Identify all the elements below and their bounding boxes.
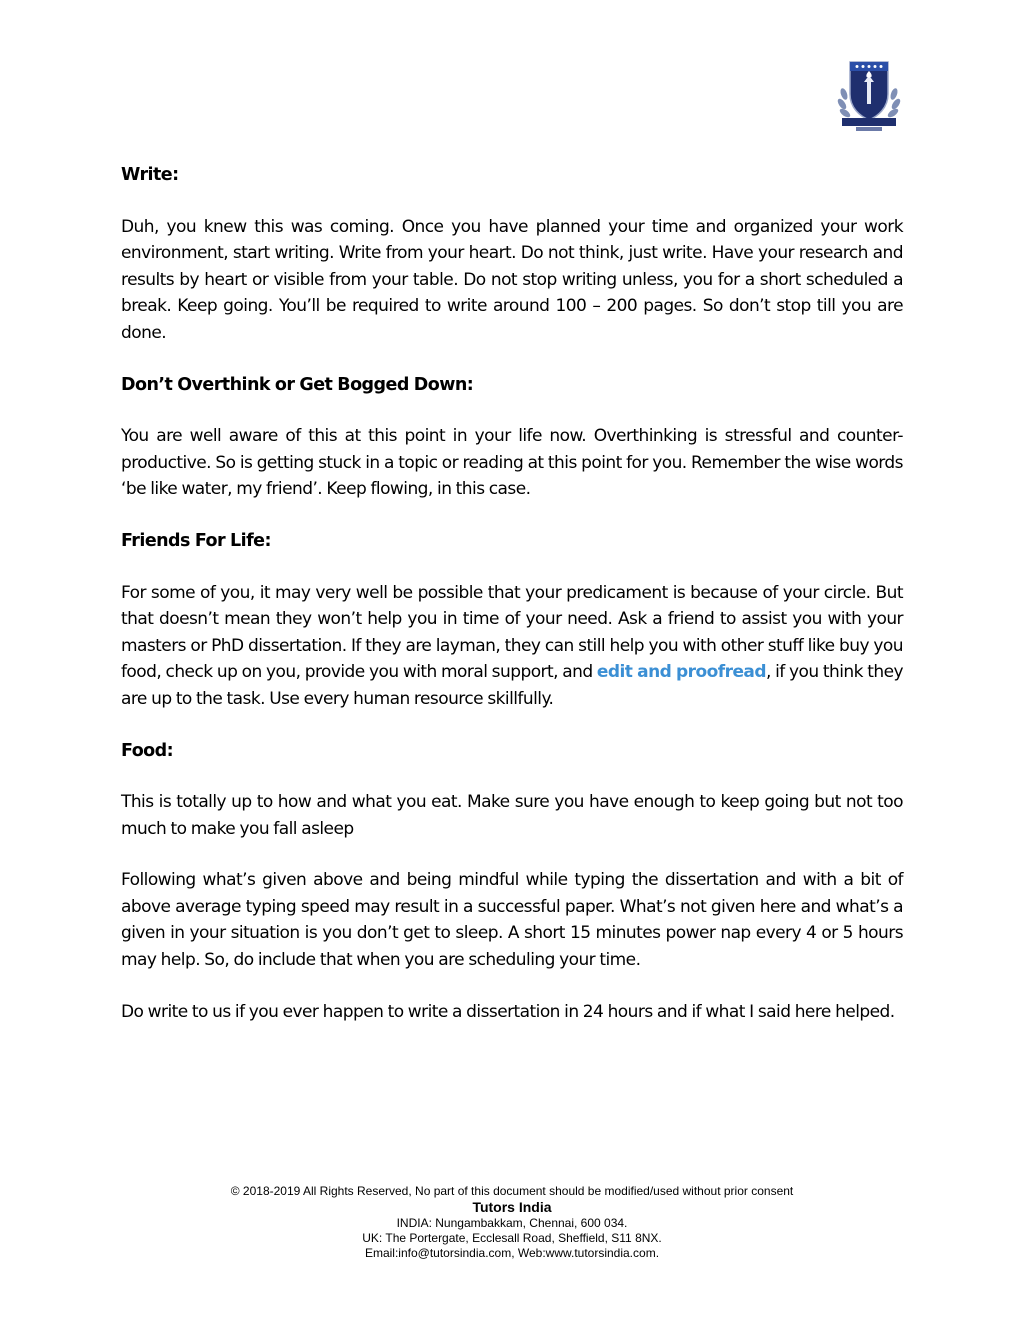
paragraph-friends-text: For some of you, it may very well be possible that your predicament is because of your circle. But that doesn’t mean they won’t help you in time of your need. Ask a friend to assist you with your masters or PhD dissertation. If they are layman, they can still help you with other stuff like buy you food, check up on you, provide you with moral support, and [121, 582, 903, 683]
crest-icon [836, 58, 902, 132]
paragraph-signoff: Do write to us if you ever happen to write a dissertation in 24 hours and if what I said here helped. [121, 1001, 895, 1022]
paragraph-closing: Following what’s given above and being mindful while typing the dissertation and with a bit of above average typing speed may result in a successful paper. What’s not given here and what’s a given in your situation is you don’t get to sleep. A short 15 minutes power nap every 4 or 5 hours may help. So, do include that when you are scheduling your time. [121, 870, 903, 971]
paragraph-food: This is totally up to how and what you eat. Make sure you have enough to keep going but not too much to make you fall asleep [121, 792, 903, 839]
paragraph-friends-text-end: , if you think they are up to the task. Use every human resource skillfully. [121, 662, 904, 709]
heading-friends: Friends For Life: [121, 530, 271, 551]
contact-info: Email:info@tutorsindia.com, Web:www.tutorsindia.com. [364, 1246, 660, 1260]
paragraph-overthink: You are well aware of this at this point in your life now. Overthinking is stressful and counter-productive. So is getting stuck in a topic or reading at this point for you. Remember the wise words ‘be like water, my friend’. Keep flowing, in this case. [121, 426, 903, 500]
heading-overthink: Don’t Overthink or Get Bogged Down: [121, 374, 474, 395]
paragraph-write: Duh, you knew this was coming. Once you have planned your time and organized your work environment, start writing. Write from your heart. Do not think, just write. Have your research and results by heart or visible from your table. Do not stop writing unless, you for a short scheduled a break. Keep going. You’ll be required to write around 100 – 200 pages. So don’t stop till you are done. [121, 216, 903, 343]
document-body [121, 162, 903, 1050]
heading-food: Food: [121, 740, 174, 761]
footer-brand: Tutors India [472, 1199, 552, 1215]
india-address: INDIA: Nungambakkam, Chennai, 600 034. [396, 1216, 628, 1230]
paragraph-friends [121, 580, 903, 713]
page-footer [0, 1184, 1024, 1261]
uk-address: UK: The Portergate, Ecclesall Road, Sheffield, S11 8NX. [362, 1231, 662, 1245]
tutors-india-logo [836, 58, 902, 132]
copyright-notice: © 2018-2019 All Rights Reserved, No part of this document should be modified/used without prior consent [230, 1184, 794, 1198]
heading-write: Write: [121, 165, 179, 185]
edit-proofread-link[interactable]: edit and proofread [596, 662, 766, 683]
